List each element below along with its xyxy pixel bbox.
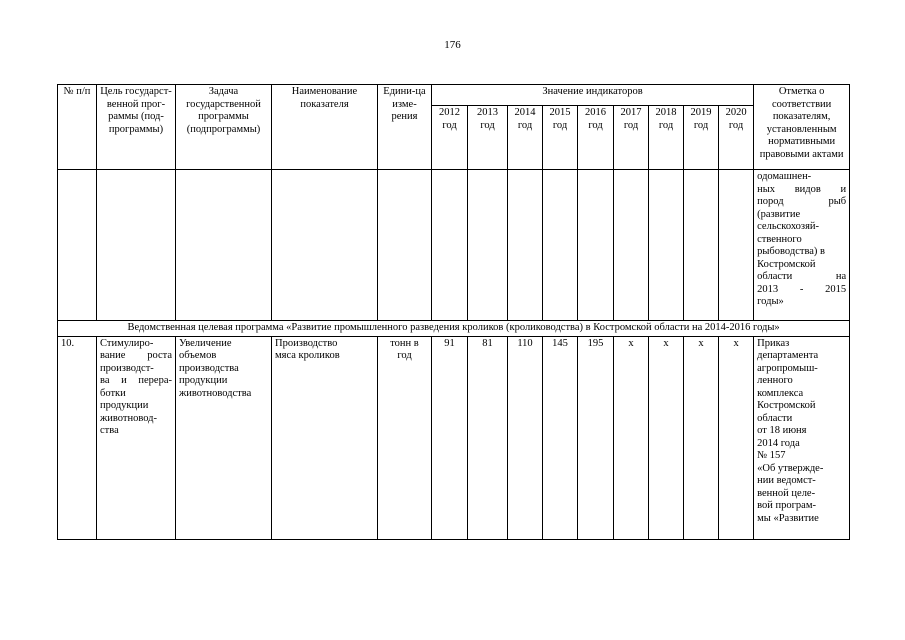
cell-empty xyxy=(432,170,468,321)
header-goal: Цель государст-венной прог-раммы (под-программы) xyxy=(97,85,176,170)
cell-empty xyxy=(614,170,649,321)
header-year: 2012 год xyxy=(432,106,468,170)
note-line: вой програм- xyxy=(757,500,816,511)
note-line: Приказ xyxy=(757,337,790,349)
header-year: 2013 год xyxy=(468,106,508,170)
note-line: комплекса xyxy=(757,387,804,399)
continuation-note xyxy=(754,170,850,321)
note-line: ных видов и xyxy=(757,183,847,195)
cell-empty xyxy=(176,170,272,321)
task-line: Увеличение xyxy=(179,337,232,349)
section-title: Ведомственная целевая программа «Развитие промышленного разведения кроликов (кролиководства) в Костромской области на 2014-2016 годы» xyxy=(58,321,850,337)
note-line: нии ведомст- xyxy=(757,475,816,486)
cell-empty xyxy=(468,170,508,321)
cell-empty xyxy=(97,170,176,321)
note-line: сельскохозяй- xyxy=(757,221,820,232)
goal-line: ства xyxy=(100,425,119,436)
note-line: годы» xyxy=(757,296,784,307)
note-line: пород рыб xyxy=(757,196,847,207)
note-line: № 157 xyxy=(757,450,786,461)
value-2019: х xyxy=(684,336,719,539)
cell-empty xyxy=(272,170,378,321)
note-line: Костромской xyxy=(757,258,816,270)
goal-line: ботки xyxy=(100,387,126,399)
note-line: ленного xyxy=(757,375,793,386)
header-unit: Едини-ца изме-рения xyxy=(378,85,432,170)
goal-line: ва и перера- xyxy=(100,375,172,386)
note-line: области xyxy=(757,412,793,424)
header-num: № п/п xyxy=(58,85,97,170)
note-line: департамента xyxy=(757,350,819,361)
note-line: агропромыш- xyxy=(757,362,818,374)
row-num: 10. xyxy=(58,336,97,539)
page-number: 176 xyxy=(444,39,461,51)
row-task xyxy=(176,336,272,539)
table-row-10 xyxy=(58,336,850,539)
cell-empty xyxy=(719,170,754,321)
header-task: Задача государственной программы (подпрограммы) xyxy=(176,85,272,170)
indicators-table xyxy=(57,84,850,540)
header-row-1 xyxy=(58,85,850,106)
header-year: 2017 год xyxy=(614,106,649,170)
note-line: 2014 года xyxy=(757,437,800,449)
continuation-row xyxy=(58,170,850,321)
header-year: 2016 год xyxy=(578,106,614,170)
note-line: «Об утвержде- xyxy=(757,462,824,474)
indicator-line: Производство xyxy=(275,337,338,349)
cell-empty xyxy=(578,170,614,321)
goal-line: вание роста xyxy=(100,350,172,361)
row-unit xyxy=(378,336,432,539)
note-line: Костромской xyxy=(757,400,816,411)
row-note xyxy=(754,336,850,539)
value-2018: х xyxy=(649,336,684,539)
cell-empty xyxy=(58,170,97,321)
cell-empty xyxy=(508,170,543,321)
row-goal xyxy=(97,336,176,539)
value-2013: 81 xyxy=(468,336,508,539)
unit-line: год xyxy=(397,350,412,361)
note-line: от 18 июня xyxy=(757,425,807,436)
note-line: ственного xyxy=(757,233,802,245)
note-line: одомашнен- xyxy=(757,171,812,182)
task-line: объемов xyxy=(179,350,217,361)
value-2012: 91 xyxy=(432,336,468,539)
note-line: рыбоводства) в xyxy=(757,246,826,257)
header-year: 2020 год xyxy=(719,106,754,170)
cell-empty xyxy=(649,170,684,321)
value-2017: х xyxy=(614,336,649,539)
header-year: 2014 год xyxy=(508,106,543,170)
note-line: венной целе- xyxy=(757,487,816,499)
goal-line: животновод- xyxy=(100,412,158,424)
task-line: животноводства xyxy=(179,387,252,399)
unit-line: тонн в xyxy=(390,337,419,349)
value-2020: х xyxy=(719,336,754,539)
task-line: производства xyxy=(179,362,239,374)
note-line: области на xyxy=(757,271,847,282)
goal-line: Стимулиро- xyxy=(100,337,154,349)
cell-empty xyxy=(543,170,578,321)
cell-empty xyxy=(684,170,719,321)
cell-empty xyxy=(378,170,432,321)
note-line: 2013 - 2015 xyxy=(757,283,847,295)
goal-line: продукции xyxy=(100,400,149,411)
value-2016: 195 xyxy=(578,336,614,539)
note-line: мы «Развитие xyxy=(757,512,819,524)
header-values-title: Значение индикаторов xyxy=(432,85,754,106)
section-row xyxy=(58,321,850,337)
header-indicator-name: Наименование показателя xyxy=(272,85,378,170)
indicator-line: мяса кроликов xyxy=(275,350,340,361)
header-year: 2018 год xyxy=(649,106,684,170)
value-2015: 145 xyxy=(543,336,578,539)
value-2014: 110 xyxy=(508,336,543,539)
header-note: Отметка о соответствии показателям, установленным нормативными правовыми актами xyxy=(754,85,850,170)
row-indicator xyxy=(272,336,378,539)
header-year: 2015 год xyxy=(543,106,578,170)
goal-line: производст- xyxy=(100,362,154,374)
task-line: продукции xyxy=(179,375,228,386)
header-year: 2019 год xyxy=(684,106,719,170)
note-line: (развитие xyxy=(757,208,801,220)
